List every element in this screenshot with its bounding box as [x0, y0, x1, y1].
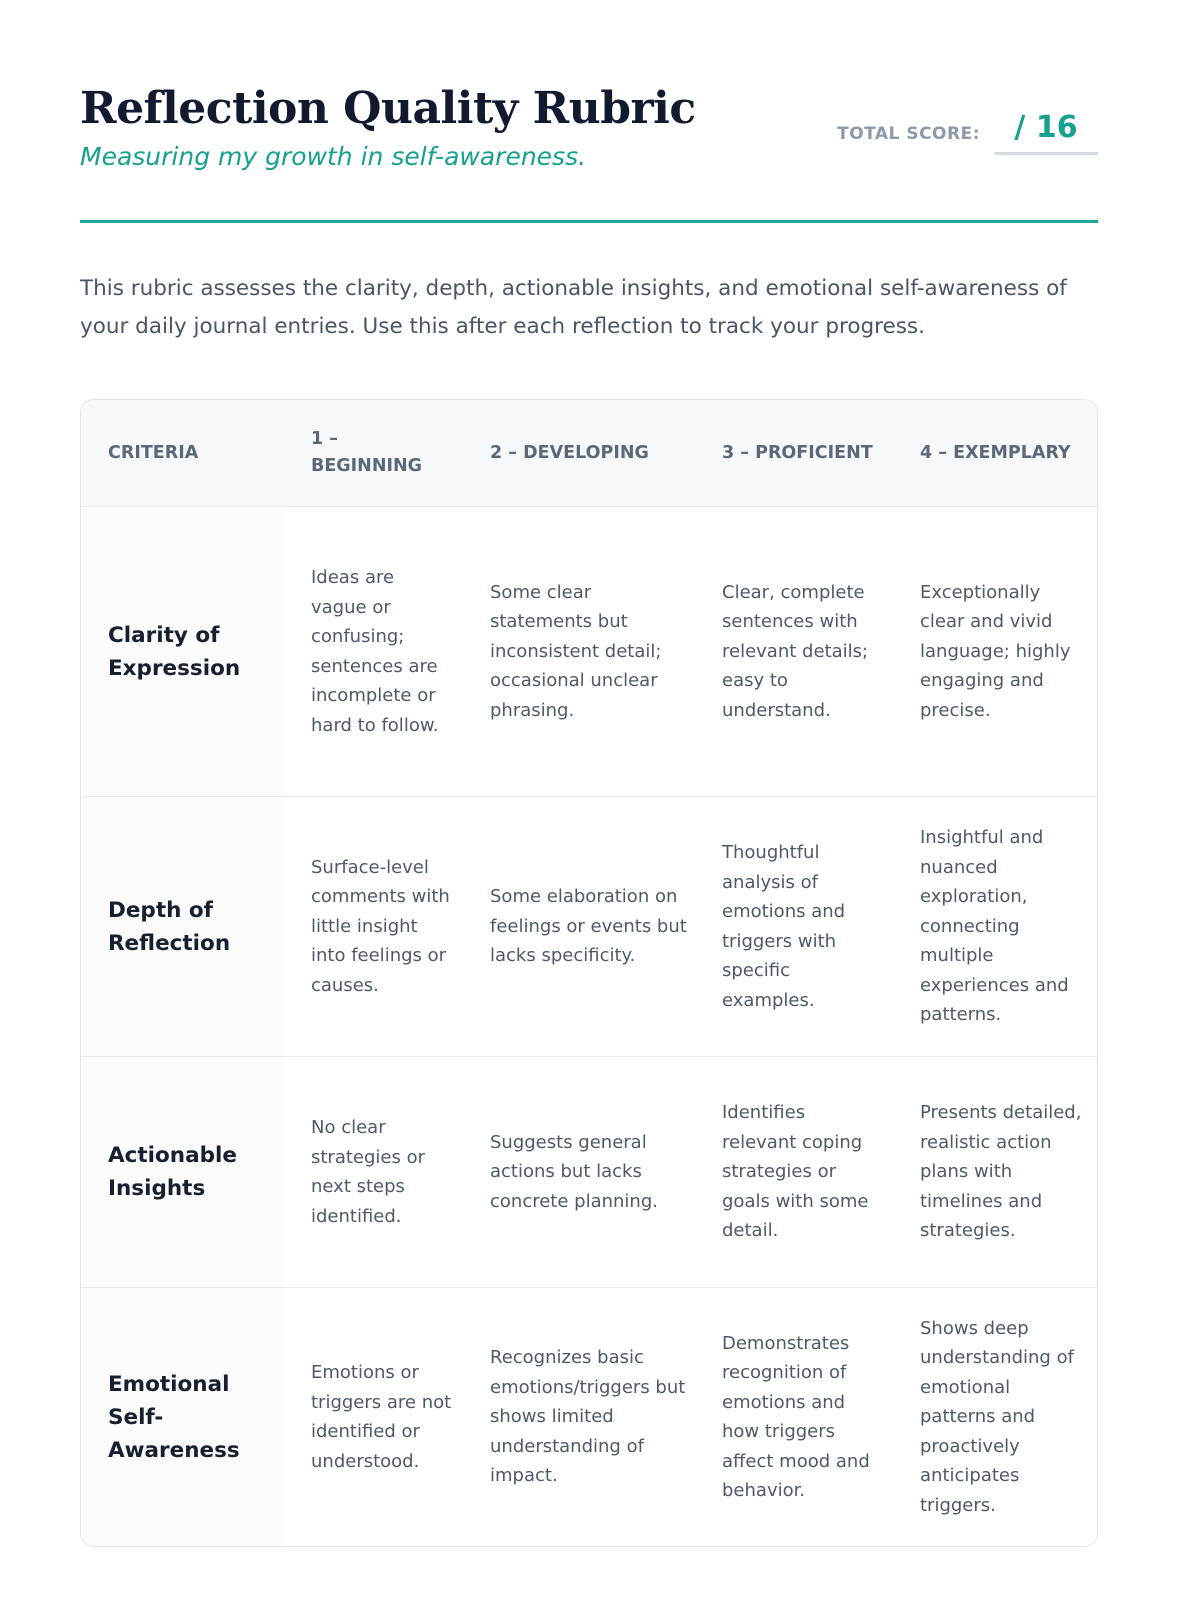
level-description: Identifies relevant coping strategies or goals with some detail. [722, 1102, 869, 1242]
level-description: Ideas are vague or confusing; sentences are incomplete or hard to follow. [311, 567, 439, 736]
level-description: Shows deep understanding of emotional patterns and proactively anticipates triggers. [920, 1317, 1074, 1516]
level-description: Emotions or triggers are not identified or understood. [311, 1362, 452, 1472]
level-description: Thoughtful analysis of emotions and triggers with specific examples. [722, 842, 846, 1011]
table-row [81, 1056, 1097, 1287]
rubric-page [80, 78, 1098, 1516]
level-description: Demonstrates recognition of emotions and how triggers affect mood and behavior. [722, 1332, 870, 1501]
column-header-proficient: 3 – PROFICIENT [722, 442, 873, 463]
total-score [837, 108, 1098, 155]
level-description: Recognizes basic emotions/triggers but shows limited understanding of impact. [490, 1347, 686, 1487]
level-description: Clear, complete sentences with relevant details; easy to understand. [722, 581, 869, 721]
rubric-table [80, 399, 1098, 1547]
table-row [81, 796, 1097, 1056]
page-header [80, 78, 1098, 223]
criterion-label: Actionable Insights [81, 1057, 283, 1287]
column-header-exemplary: 4 – EXEMPLARY [920, 442, 1071, 463]
table-row [81, 506, 1097, 796]
intro-paragraph: This rubric assesses the clarity, depth, actionable insights, and emotional self-awareness of your daily journal entries. Use this after each reflection to track your progress. [80, 276, 1067, 339]
criterion-label: Clarity of Expression [81, 507, 283, 796]
column-header-criteria: CRITERIA [108, 442, 199, 463]
level-description: Presents detailed, realistic action plans with timelines and strategies. [920, 1102, 1082, 1242]
column-header-beginning: 1 – BEGINNING [311, 429, 422, 476]
criterion-label: Emotional Self-Awareness [81, 1288, 283, 1546]
table-row [81, 1287, 1097, 1546]
level-description: Exceptionally clear and vivid language; highly engaging and precise. [920, 581, 1071, 721]
total-score-field[interactable]: / 16 [994, 108, 1098, 155]
level-description: Some clear statements but inconsistent detail; occasional unclear phrasing. [490, 581, 662, 721]
level-description: Insightful and nuanced exploration, connecting multiple experiences and patterns. [920, 827, 1069, 1026]
level-description: Surface-level comments with little insight into feelings or causes. [311, 856, 450, 996]
column-header-developing: 2 – DEVELOPING [490, 442, 649, 463]
page-title: Reflection Quality Rubric [80, 83, 696, 134]
total-score-label: TOTAL SCORE: [837, 124, 980, 144]
table-header-row [81, 400, 1097, 506]
criterion-label: Depth of Reflection [81, 797, 283, 1056]
level-description: Suggests general actions but lacks concrete planning. [490, 1131, 658, 1212]
level-description: Some elaboration on feelings or events but lacks specificity. [490, 886, 687, 967]
level-description: No clear strategies or next steps identified. [311, 1117, 426, 1227]
page-subtitle: Measuring my growth in self-awareness. [80, 142, 587, 171]
